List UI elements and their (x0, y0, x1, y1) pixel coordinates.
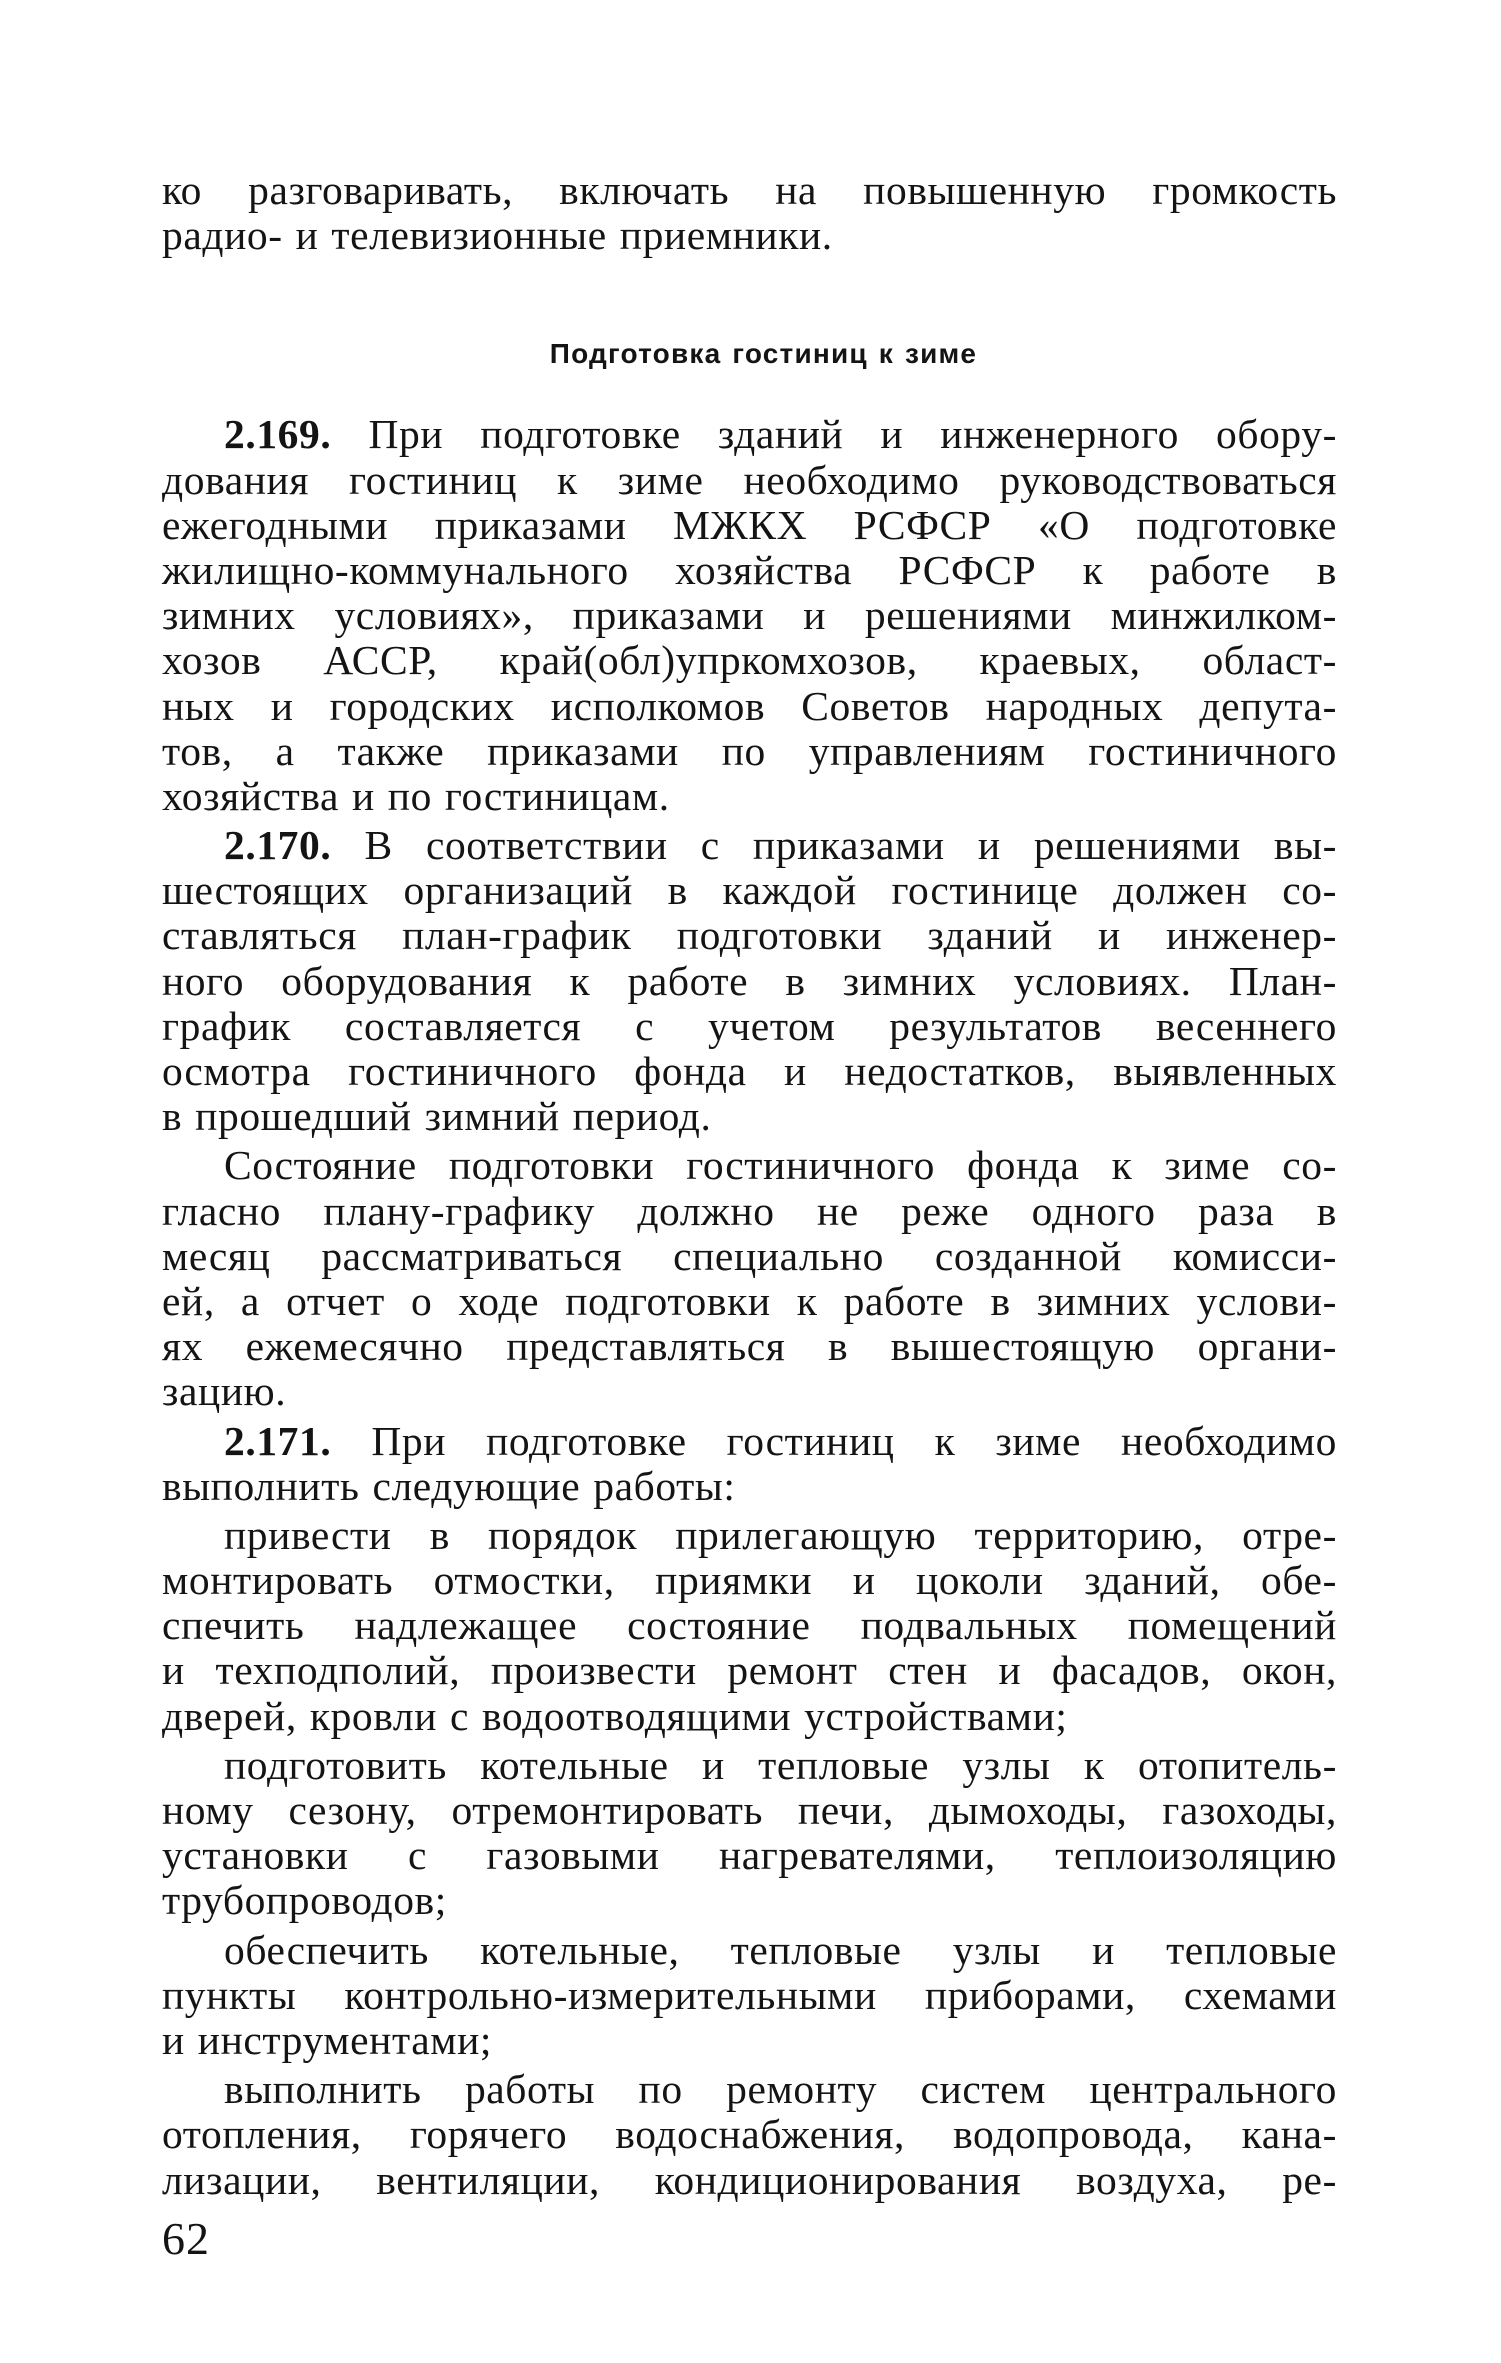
text-line: выполнить работы по ремонту систем центрального (224, 2066, 1337, 2113)
paragraph-status (162, 1143, 1337, 1414)
text-line: ставляться план-график подготовки зданий и инженер- (162, 912, 1337, 959)
text-line: шестоящих организаций в каждой гостинице должен со- (162, 867, 1337, 914)
text-line: зацию. (162, 1368, 287, 1415)
text-line: в прошедший зимний период. (162, 1093, 712, 1140)
text-line: ного оборудования к работе в зимних условиях. План- (162, 957, 1337, 1004)
list-item (162, 1743, 1337, 1924)
text-line: лизации, вентиляции, кондиционирования воздуха, ре- (162, 2156, 1337, 2203)
document-page (162, 168, 1337, 2203)
list-item (162, 1513, 1337, 1739)
text-line: обеспечить котельные, тепловые узлы и тепловые (224, 1926, 1337, 1973)
text-line: график составляется с учетом результатов весеннего (162, 1002, 1337, 1049)
paragraph-number: 2.170. (224, 822, 332, 869)
text-line: 2.169. При подготовке зданий и инженерного обору- (224, 411, 1337, 458)
text-line: ях ежемесячно представляться в вышестоящую органи- (162, 1323, 1337, 1370)
intro-text (162, 168, 1337, 258)
section-heading: Подготовка гостиниц к зиме (549, 338, 978, 370)
text-line: выполнить следующие работы: (162, 1462, 736, 1509)
text-line: 2.170. В соответствии с приказами и решениями вы- (224, 822, 1337, 869)
text-line: ей, а отчет о ходе подготовки к работе в зимних услови- (162, 1277, 1337, 1324)
text-line: установки с газовыми нагревателями, теплоизоляцию (162, 1832, 1337, 1879)
text-line: хозяйства и по гостиницам. (162, 772, 670, 819)
text-line: подготовить котельные и тепловые узлы к отопитель- (224, 1741, 1337, 1788)
text-line: и инструментами; (162, 2016, 493, 2063)
text-line: привести в порядок прилегающую территорию, отре- (224, 1511, 1337, 1558)
paragraph-2-170 (162, 823, 1337, 1139)
text-line: ных и городских исполкомов Советов народных депута- (162, 682, 1337, 729)
paragraph-number: 2.169. (224, 411, 332, 458)
text-line: ному сезону, отремонтировать печи, дымоходы, газоходы, (162, 1787, 1337, 1833)
text-line: монтировать отмостки, приямки и цоколи зданий, обе- (162, 1557, 1337, 1604)
list-item (162, 1928, 1337, 2064)
text-line: ежегодными приказами МЖКХ РСФСР «О подготовке (162, 501, 1337, 548)
text-line: пункты контрольно-измерительными приборами, схемами (162, 1971, 1337, 2018)
text-line: дования гостиниц к зиме необходимо руководствоваться (162, 456, 1337, 503)
text-line: 2.171. При подготовке гостиниц к зиме необходимо (224, 1417, 1337, 1464)
text-line: дверей, кровли с водоотводящими устройствами; (162, 1692, 1068, 1739)
text-line: спечить надлежащее состояние подвальных помещений (162, 1602, 1337, 1649)
page-number: 62 (162, 2213, 210, 2264)
text-line: зимних условиях», приказами и решениями минжилком- (162, 592, 1337, 639)
text-line: осмотра гостиничного фонда и недостатков, выявленных (162, 1048, 1337, 1094)
text-line: ко разговаривать, включать на повышенную громкость (162, 167, 1337, 213)
list-item (162, 2067, 1337, 2203)
text-line: трубопроводов; (162, 1877, 447, 1924)
text-line: Состояние подготовки гостиничного фонда к зиме со- (224, 1142, 1337, 1189)
paragraph-number: 2.171. (224, 1417, 332, 1464)
text-line: гласно плану-графику должно не реже одного раза в (162, 1187, 1337, 1234)
text-line: хозов АССР, край(обл)упркомхозов, краевых, област- (162, 637, 1337, 684)
text-line: жилищно-коммунального хозяйства РСФСР к работе в (162, 546, 1337, 593)
paragraph-2-171 (162, 1419, 1337, 1509)
text-line: месяц рассматриваться специально созданной комисси- (162, 1232, 1337, 1279)
text-line: тов, а также приказами по управлениям гостиничного (162, 727, 1337, 774)
text-line: радио- и телевизионные приемники. (162, 212, 833, 259)
paragraph-2-169 (162, 412, 1337, 819)
text-line: отопления, горячего водоснабжения, водопровода, кана- (162, 2111, 1337, 2158)
text-line: и техподполий, произвести ремонт стен и фасадов, окон, (162, 1647, 1337, 1694)
